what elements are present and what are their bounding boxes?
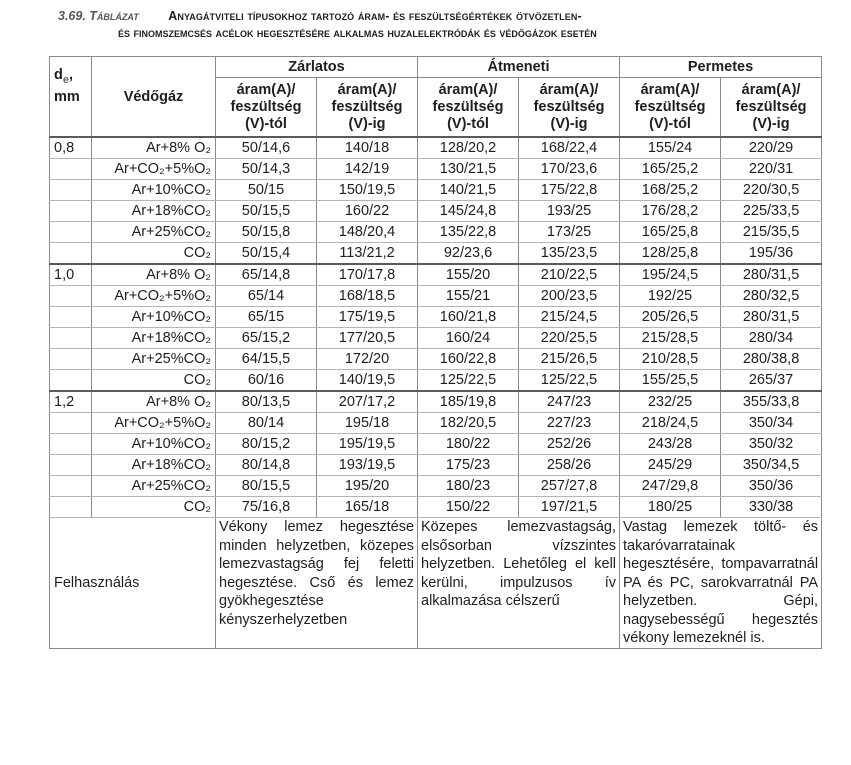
- subheader-to: áram(A)/ feszültség (V)-ig: [317, 78, 418, 138]
- value-cell: 170/17,8: [317, 264, 418, 286]
- gas-cell: Ar+18%CO₂: [92, 201, 216, 222]
- value-cell: 150/22: [418, 497, 519, 518]
- gas-cell: Ar+10%CO₂: [92, 180, 216, 201]
- value-cell: 113/21,2: [317, 243, 418, 265]
- value-cell: 65/14,8: [216, 264, 317, 286]
- value-cell: 215/35,5: [721, 222, 822, 243]
- value-cell: 165/25,8: [620, 222, 721, 243]
- table-row: [50, 201, 822, 222]
- value-cell: 140/19,5: [317, 370, 418, 392]
- value-cell: 80/13,5: [216, 391, 317, 413]
- gas-cell: CO₂: [92, 497, 216, 518]
- gas-cell: CO₂: [92, 370, 216, 392]
- diameter-cell: [50, 222, 92, 243]
- diameter-cell: [50, 328, 92, 349]
- value-cell: 350/34,5: [721, 455, 822, 476]
- table-row: [50, 434, 822, 455]
- value-cell: 215/24,5: [519, 307, 620, 328]
- table-row: [50, 286, 822, 307]
- value-cell: 200/23,5: [519, 286, 620, 307]
- value-cell: 130/21,5: [418, 159, 519, 180]
- value-cell: 280/31,5: [721, 264, 822, 286]
- caption-title-line2: és finomszemcsés acélok hegesztésére alkalmas huzalelektródák és védőgázok esetén: [118, 26, 597, 40]
- group-header-permetes: Permetes: [620, 57, 822, 78]
- value-cell: 135/22,8: [418, 222, 519, 243]
- diameter-cell: [50, 349, 92, 370]
- value-cell: 280/32,5: [721, 286, 822, 307]
- value-cell: 165/18: [317, 497, 418, 518]
- table-row: [50, 455, 822, 476]
- value-cell: 195/18: [317, 413, 418, 434]
- table-caption: [58, 8, 818, 42]
- subheader-from: áram(A)/ feszültség (V)-tól: [216, 78, 317, 138]
- value-cell: 160/21,8: [418, 307, 519, 328]
- value-cell: 168/22,4: [519, 137, 620, 159]
- value-cell: 50/15,4: [216, 243, 317, 265]
- value-cell: 280/31,5: [721, 307, 822, 328]
- gas-cell: Ar+25%CO₂: [92, 222, 216, 243]
- group-header-atmeneti: Átmeneti: [418, 57, 620, 78]
- value-cell: 128/25,8: [620, 243, 721, 265]
- usage-permetes: Vastag lemezek töltő- és takaróvarratainak hegesztésére, tompavarratnál PA és PC, sarokvarratnál PA helyzetben. Gépi, nagysebességű hegesztés vékony lemezeknél is.: [620, 518, 822, 649]
- value-cell: 50/15,8: [216, 222, 317, 243]
- subheader-to: áram(A)/ feszültség (V)-ig: [721, 78, 822, 138]
- value-cell: 245/29: [620, 455, 721, 476]
- diameter-cell: 0,8: [50, 137, 92, 159]
- value-cell: 172/20: [317, 349, 418, 370]
- table-row: [50, 370, 822, 392]
- value-cell: 205/26,5: [620, 307, 721, 328]
- table-row: [50, 159, 822, 180]
- table-row: [50, 264, 822, 286]
- value-cell: 165/25,2: [620, 159, 721, 180]
- value-cell: 280/38,8: [721, 349, 822, 370]
- usage-zarlatos: Vékony lemez hegesztése minden helyzetben, közepes lemezvastagság fej feletti hegesztése. Cső és lemez gyökhegesztése kényszerhelyzetben: [216, 518, 418, 649]
- diameter-cell: [50, 497, 92, 518]
- table-row: [50, 391, 822, 413]
- value-cell: 197/21,5: [519, 497, 620, 518]
- value-cell: 160/22,8: [418, 349, 519, 370]
- value-cell: 220/31: [721, 159, 822, 180]
- value-cell: 80/14: [216, 413, 317, 434]
- data-table: [49, 56, 822, 649]
- table-row: [50, 328, 822, 349]
- value-cell: 180/22: [418, 434, 519, 455]
- value-cell: 135/23,5: [519, 243, 620, 265]
- subheader-to: áram(A)/ feszültség (V)-ig: [519, 78, 620, 138]
- value-cell: 185/19,8: [418, 391, 519, 413]
- value-cell: 50/14,6: [216, 137, 317, 159]
- table-row: [50, 476, 822, 497]
- gas-cell: Ar+CO₂+5%O₂: [92, 413, 216, 434]
- gas-cell: Ar+18%CO₂: [92, 328, 216, 349]
- value-cell: 65/15,2: [216, 328, 317, 349]
- diameter-cell: 1,0: [50, 264, 92, 286]
- gas-cell: Ar+8% O₂: [92, 391, 216, 413]
- value-cell: 173/25: [519, 222, 620, 243]
- gas-cell: Ar+8% O₂: [92, 137, 216, 159]
- value-cell: 195/36: [721, 243, 822, 265]
- value-cell: 145/24,8: [418, 201, 519, 222]
- gas-cell: Ar+10%CO₂: [92, 434, 216, 455]
- value-cell: 257/27,8: [519, 476, 620, 497]
- value-cell: 168/18,5: [317, 286, 418, 307]
- diameter-cell: [50, 286, 92, 307]
- value-cell: 180/25: [620, 497, 721, 518]
- table-row: [50, 243, 822, 265]
- value-cell: 65/15: [216, 307, 317, 328]
- table-row: [50, 222, 822, 243]
- value-cell: 350/36: [721, 476, 822, 497]
- diameter-cell: [50, 434, 92, 455]
- value-cell: 207/17,2: [317, 391, 418, 413]
- gas-cell: Ar+8% O₂: [92, 264, 216, 286]
- value-cell: 247/29,8: [620, 476, 721, 497]
- subheader-from: áram(A)/ feszültség (V)-tól: [620, 78, 721, 138]
- table-row: [50, 497, 822, 518]
- value-cell: 220/30,5: [721, 180, 822, 201]
- value-cell: 155/25,5: [620, 370, 721, 392]
- gas-cell: Ar+18%CO₂: [92, 455, 216, 476]
- caption-title-line1: Anyagátviteli típusokhoz tartozó áram- és feszültségértékek ötvözetlen-: [168, 9, 582, 23]
- value-cell: 227/23: [519, 413, 620, 434]
- caption-number: 3.69.: [58, 9, 86, 23]
- value-cell: 65/14: [216, 286, 317, 307]
- diameter-cell: [50, 370, 92, 392]
- value-cell: 60/16: [216, 370, 317, 392]
- value-cell: 210/22,5: [519, 264, 620, 286]
- value-cell: 50/15: [216, 180, 317, 201]
- value-cell: 215/26,5: [519, 349, 620, 370]
- value-cell: 80/15,2: [216, 434, 317, 455]
- group-header-zarlatos: Zárlatos: [216, 57, 418, 78]
- usage-atmeneti: Közepes lemezvastagság, elsősorban vízszintes helyzetben. Lehetőleg el kell kerülni, impulzusos ív alkalmazása célszerű: [418, 518, 620, 649]
- value-cell: 80/15,5: [216, 476, 317, 497]
- value-cell: 125/22,5: [519, 370, 620, 392]
- value-cell: 180/23: [418, 476, 519, 497]
- value-cell: 225/33,5: [721, 201, 822, 222]
- value-cell: 92/23,6: [418, 243, 519, 265]
- gas-cell: Ar+25%CO₂: [92, 349, 216, 370]
- value-cell: 350/34: [721, 413, 822, 434]
- value-cell: 50/15,5: [216, 201, 317, 222]
- value-cell: 258/26: [519, 455, 620, 476]
- table-row: [50, 307, 822, 328]
- value-cell: 243/28: [620, 434, 721, 455]
- value-cell: 247/23: [519, 391, 620, 413]
- value-cell: 155/24: [620, 137, 721, 159]
- value-cell: 195/19,5: [317, 434, 418, 455]
- value-cell: 64/15,5: [216, 349, 317, 370]
- value-cell: 177/20,5: [317, 328, 418, 349]
- diameter-cell: [50, 413, 92, 434]
- value-cell: 210/28,5: [620, 349, 721, 370]
- diameter-header: $d_e$, mm: [50, 57, 92, 138]
- value-cell: 355/33,8: [721, 391, 822, 413]
- value-cell: 175/19,5: [317, 307, 418, 328]
- value-cell: 75/16,8: [216, 497, 317, 518]
- value-cell: 252/26: [519, 434, 620, 455]
- value-cell: 232/25: [620, 391, 721, 413]
- usage-label: Felhasználás: [50, 518, 216, 649]
- gas-cell: Ar+CO₂+5%O₂: [92, 159, 216, 180]
- value-cell: 218/24,5: [620, 413, 721, 434]
- value-cell: 50/14,3: [216, 159, 317, 180]
- diameter-cell: [50, 159, 92, 180]
- value-cell: 176/28,2: [620, 201, 721, 222]
- diameter-cell: [50, 243, 92, 265]
- diameter-cell: [50, 476, 92, 497]
- gas-cell: CO₂: [92, 243, 216, 265]
- value-cell: 175/23: [418, 455, 519, 476]
- value-cell: 148/20,4: [317, 222, 418, 243]
- value-cell: 155/21: [418, 286, 519, 307]
- gas-cell: Ar+25%CO₂: [92, 476, 216, 497]
- value-cell: 155/20: [418, 264, 519, 286]
- value-cell: 195/20: [317, 476, 418, 497]
- value-cell: 192/25: [620, 286, 721, 307]
- value-cell: 350/32: [721, 434, 822, 455]
- table-body: [50, 137, 822, 518]
- value-cell: 128/20,2: [418, 137, 519, 159]
- value-cell: 220/25,5: [519, 328, 620, 349]
- value-cell: 150/19,5: [317, 180, 418, 201]
- gas-cell: Ar+CO₂+5%O₂: [92, 286, 216, 307]
- value-cell: 215/28,5: [620, 328, 721, 349]
- value-cell: 140/21,5: [418, 180, 519, 201]
- value-cell: 140/18: [317, 137, 418, 159]
- value-cell: 265/37: [721, 370, 822, 392]
- diameter-cell: [50, 307, 92, 328]
- gas-cell: Ar+10%CO₂: [92, 307, 216, 328]
- subheader-from: áram(A)/ feszültség (V)-tól: [418, 78, 519, 138]
- value-cell: 160/22: [317, 201, 418, 222]
- value-cell: 193/25: [519, 201, 620, 222]
- diameter-cell: 1,2: [50, 391, 92, 413]
- value-cell: 80/14,8: [216, 455, 317, 476]
- diameter-cell: [50, 180, 92, 201]
- value-cell: 168/25,2: [620, 180, 721, 201]
- value-cell: 175/22,8: [519, 180, 620, 201]
- caption-label: Táblázat: [89, 9, 139, 23]
- table-row: [50, 180, 822, 201]
- value-cell: 142/19: [317, 159, 418, 180]
- value-cell: 330/38: [721, 497, 822, 518]
- value-cell: 280/34: [721, 328, 822, 349]
- value-cell: 220/29: [721, 137, 822, 159]
- gas-header: Védőgáz: [92, 57, 216, 138]
- diameter-cell: [50, 455, 92, 476]
- diameter-cell: [50, 201, 92, 222]
- value-cell: 160/24: [418, 328, 519, 349]
- table-row: [50, 413, 822, 434]
- value-cell: 170/23,6: [519, 159, 620, 180]
- table-row: [50, 349, 822, 370]
- value-cell: 182/20,5: [418, 413, 519, 434]
- value-cell: 193/19,5: [317, 455, 418, 476]
- value-cell: 195/24,5: [620, 264, 721, 286]
- table-row: [50, 137, 822, 159]
- value-cell: 125/22,5: [418, 370, 519, 392]
